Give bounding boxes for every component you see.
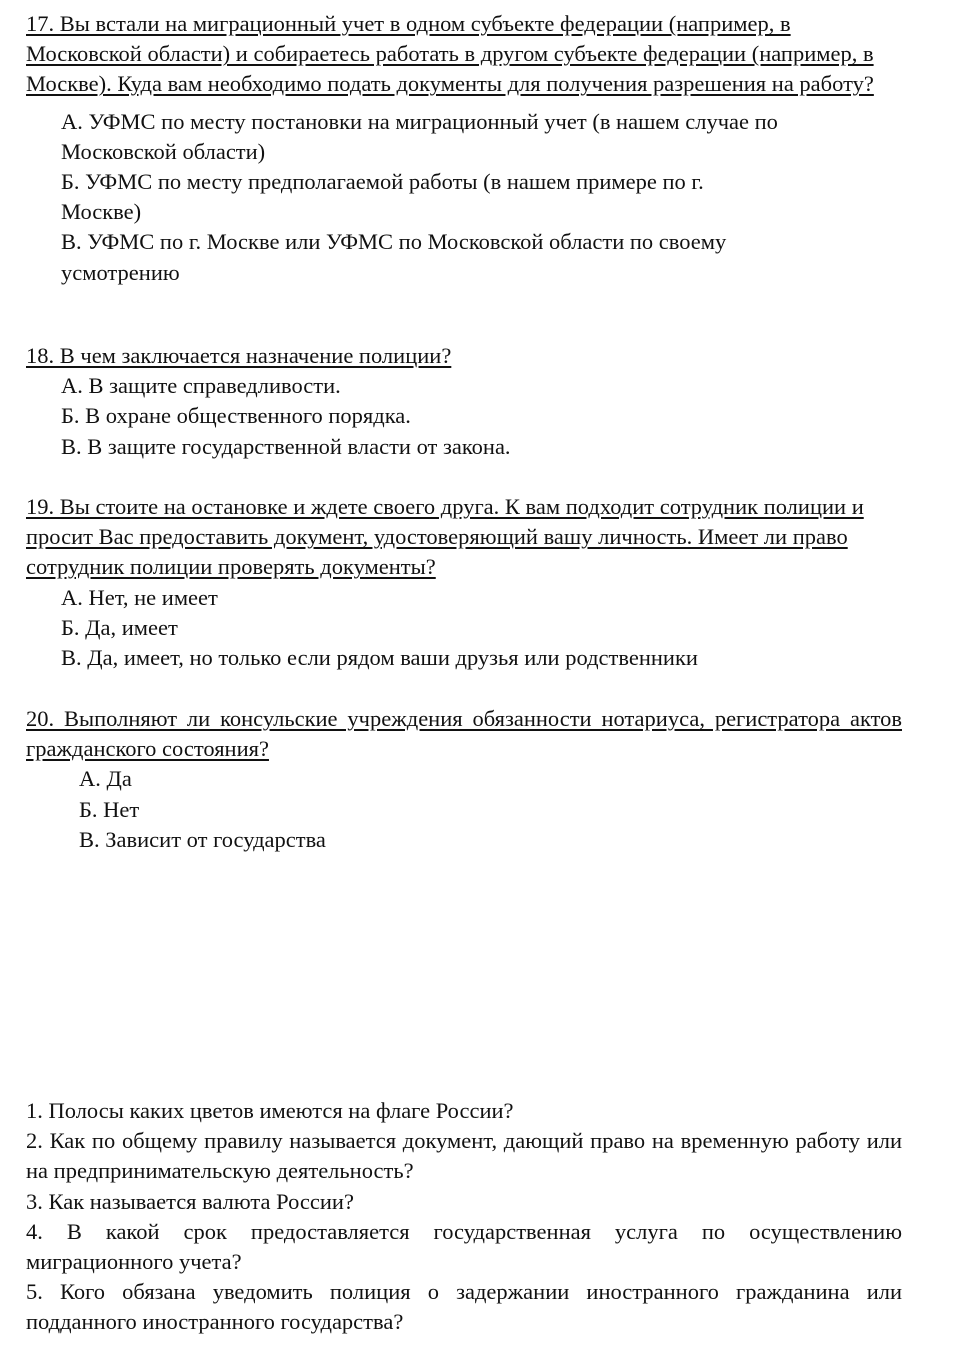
answer-option-c: В. В защите государственной власти от закона.: [61, 433, 511, 459]
answer-option-c: В. Да, имеет, но только если рядом ваши друзья или родственники: [61, 645, 698, 671]
answer-option-b: Б. Да, имеет: [61, 614, 178, 640]
answer-option-a: А. УФМС по месту постановки на миграционный учет (в нашем случае по Московской области): [61, 108, 778, 164]
answer-list: [26, 764, 902, 855]
extra-question-1: 1. Полосы каких цветов имеются на флаге России?: [26, 1098, 514, 1123]
answer-option-b: Б. Нет: [79, 796, 140, 822]
answer-option-a: А. Нет, не имеет: [61, 584, 218, 610]
question-text: 19. Вы стоите на остановке и ждете своего друга. К вам подходит сотрудник полиции и просит Вас предоставить документ, удостоверяющий вашу личность. Имеет ли право сотрудник полиции проверять документы?: [26, 494, 864, 580]
extra-questions-list: [26, 1096, 902, 1338]
question-text: 18. В чем заключается назначение полиции?: [26, 343, 452, 368]
question-text: 20. Выполняют ли консульские учреждения обязанности нотариуса, регистратора актов гражданского состояния?: [26, 706, 902, 762]
answer-list: [26, 371, 902, 462]
answer-option-a: А. В защите справедливости.: [61, 373, 341, 399]
question-18: [26, 341, 902, 462]
extra-question-4: 4. В какой срок предоставляется государственная услуга по осуществлению миграционного учета?: [26, 1218, 902, 1275]
extra-question-3: 3. Как называется валюта России?: [26, 1188, 354, 1214]
question-19: [26, 492, 902, 673]
answer-option-b: Б. В охране общественного порядка.: [61, 403, 411, 429]
answer-option-c: В. УФМС по г. Москве или УФМС по Московской области по своему усмотрению: [61, 229, 727, 285]
answer-option-a: А. Да: [79, 766, 132, 792]
extra-question-2: 2. Как по общему правилу называется документ, дающий право на временную работу или на предпринимательскую деятельность?: [26, 1128, 902, 1184]
question-text: 17. Вы встали на миграционный учет в одном субъекте федерации (например, в Московской области) и собираетесь работать в другом субъекте федерации (например, в Москве). Куда вам необходимо подать документы для получения разрешения на работу?: [26, 11, 874, 97]
extra-question-5: 5. Кого обязана уведомить полиция о задержании иностранного гражданина или подданного иностранного государства?: [26, 1279, 902, 1335]
question-17: [26, 9, 902, 288]
answer-option-c: В. Зависит от государства: [79, 826, 326, 852]
answer-list: [26, 107, 781, 288]
question-20: [26, 704, 902, 855]
answer-list: [26, 583, 902, 674]
answer-option-b: Б. УФМС по месту предполагаемой работы (в нашем примере по г. Москве): [61, 169, 704, 225]
